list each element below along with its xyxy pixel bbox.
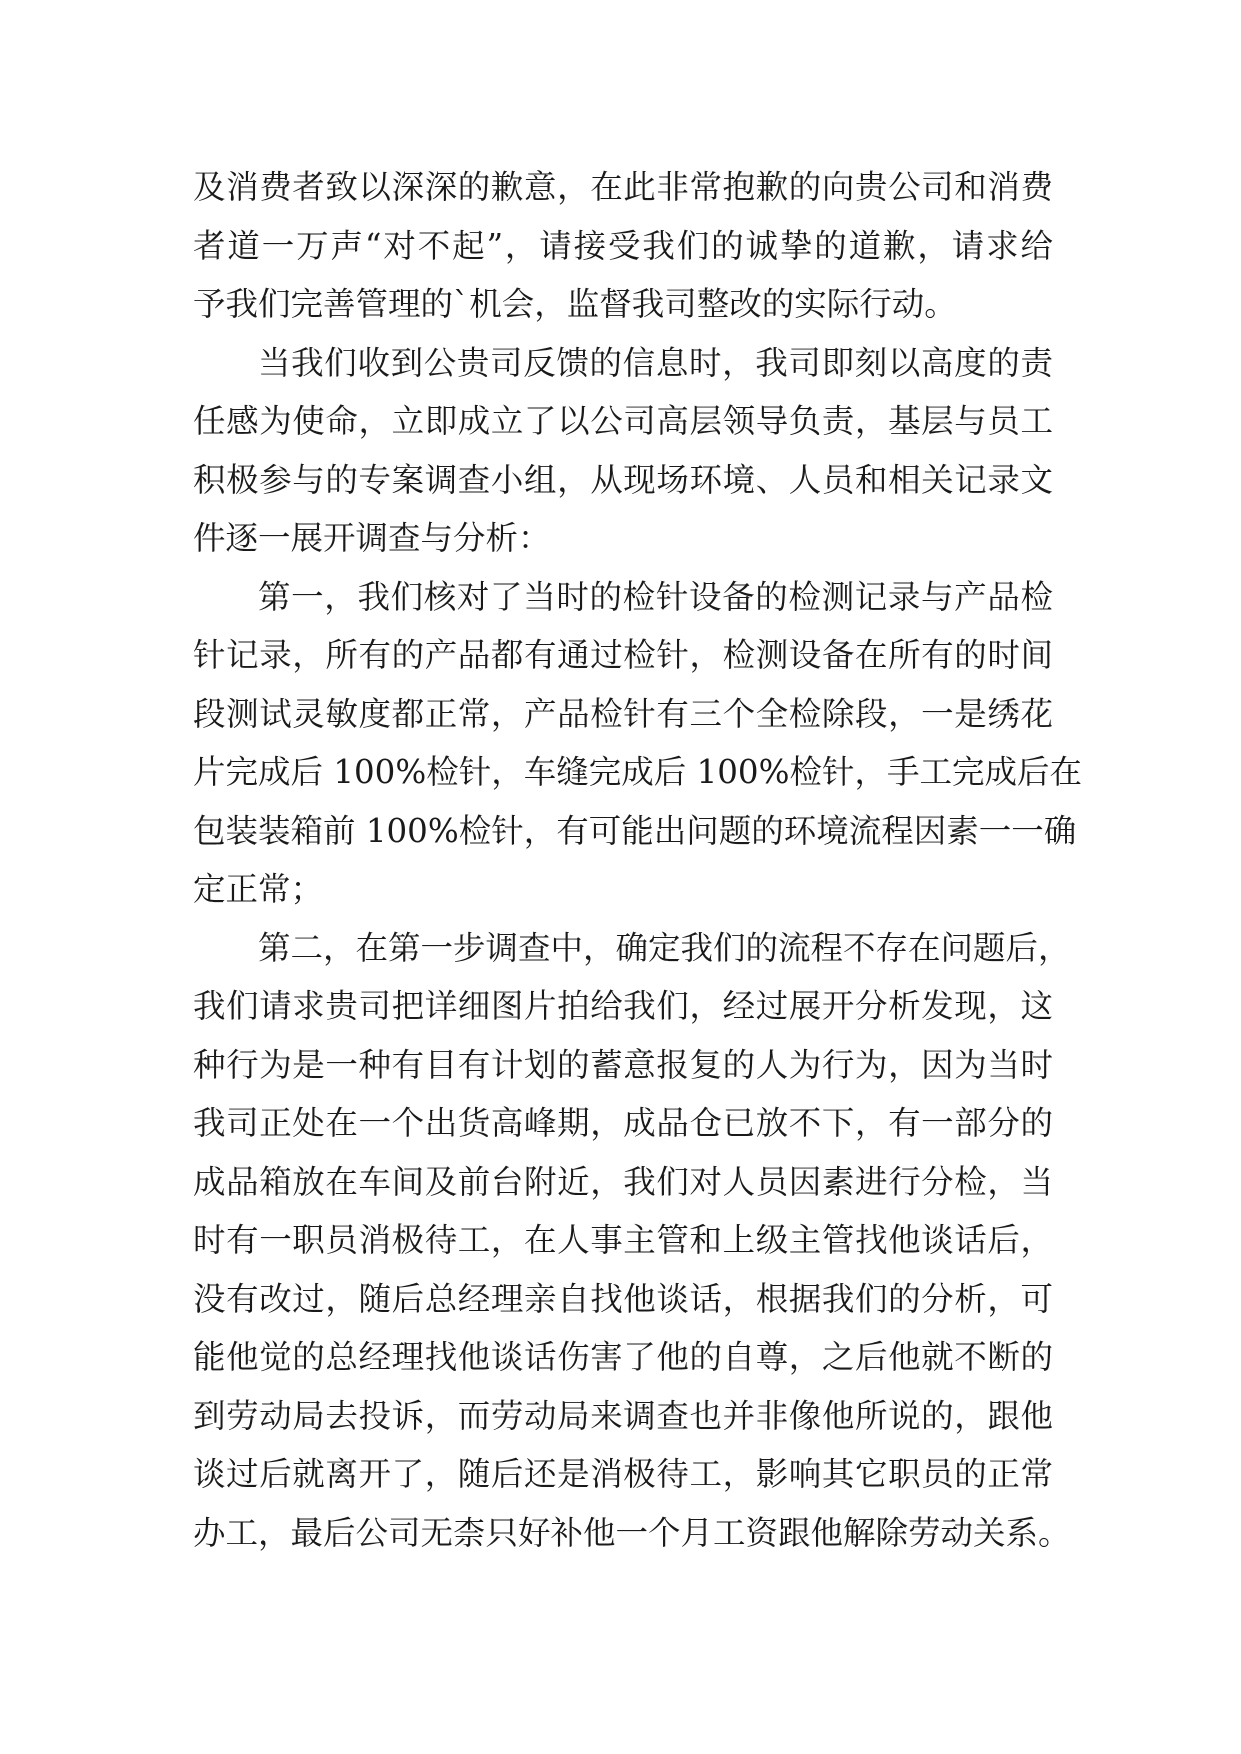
text-line: 到劳动局去投诉，而劳动局来调查也并非像他所说的，跟他 bbox=[193, 1396, 1053, 1435]
text-line: 予我们完善管理的`机会，监督我司整改的实际行动。 bbox=[193, 285, 957, 323]
paragraph-second-finding bbox=[193, 919, 1071, 1563]
text-line: 第一，我们核对了当时的检针设备的检测记录与产品检 bbox=[258, 577, 1053, 616]
text-line: 片完成后 100%检针，车缝完成后 100%检针，手工完成后在 bbox=[193, 753, 1082, 791]
text-line: 当我们收到公贵司反馈的信息时，我司即刻以高度的责 bbox=[258, 343, 1053, 382]
text-line: 时有一职员消极待工，在人事主管和上级主管找他谈话后， bbox=[193, 1221, 1053, 1259]
document-page bbox=[193, 158, 1082, 1562]
text-line: 包装装箱前 100%检针，有可能出问题的环境流程因素一一确 bbox=[193, 811, 1077, 850]
text-line: 办工，最后公司无柰只好补他一个月工资跟他解除劳动关系。 bbox=[193, 1513, 1071, 1552]
text-line: 针记录，所有的产品都有通过检针，检测设备在所有的时间 bbox=[193, 636, 1053, 674]
paragraph-first-finding bbox=[193, 568, 1082, 919]
text-line: 件逐一展开调查与分析： bbox=[193, 519, 551, 557]
text-line: 段测试灵敏度都正常，产品检针有三个全检除段，一是绣花 bbox=[193, 694, 1053, 733]
text-line: 第二，在第一步调查中，确定我们的流程不存在问题后， bbox=[258, 928, 1071, 967]
paragraph-investigation-intro bbox=[193, 334, 1053, 568]
text-line: 成品箱放在车间及前台附近，我们对人员因素进行分检，当 bbox=[193, 1162, 1053, 1201]
text-line: 我们请求贵司把详细图片拍给我们，经过展开分析发现，这 bbox=[193, 987, 1053, 1025]
text-line: 谈过后就离开了，随后还是消极待工，影响其它职员的正常 bbox=[193, 1455, 1053, 1493]
text-line: 能他觉的总经理找他谈话伤害了他的自尊，之后他就不断的 bbox=[193, 1338, 1053, 1376]
text-line: 没有改过，随后总经理亲自找他谈话，根据我们的分析，可 bbox=[193, 1279, 1053, 1318]
paragraph-apology bbox=[193, 158, 1053, 334]
text-line: 积极参与的专案调查小组，从现场环境、人员和相关记录文 bbox=[193, 460, 1053, 499]
text-line: 任感为使命，立即成立了以公司高层领导负责，基层与员工 bbox=[193, 402, 1053, 440]
text-line: 及消费者致以深深的歉意，在此非常抱歉的向贵公司和消费 bbox=[193, 168, 1053, 206]
text-line: 定正常； bbox=[193, 870, 324, 908]
text-line: 我司正处在一个出货高峰期，成品仓已放不下，有一部分的 bbox=[193, 1104, 1053, 1142]
text-line: 者道一万声“对不起”，请接受我们的诚挚的道歉，请求给 bbox=[193, 226, 1053, 265]
text-line: 种行为是一种有目有计划的蓄意报复的人为行为，因为当时 bbox=[193, 1045, 1053, 1084]
